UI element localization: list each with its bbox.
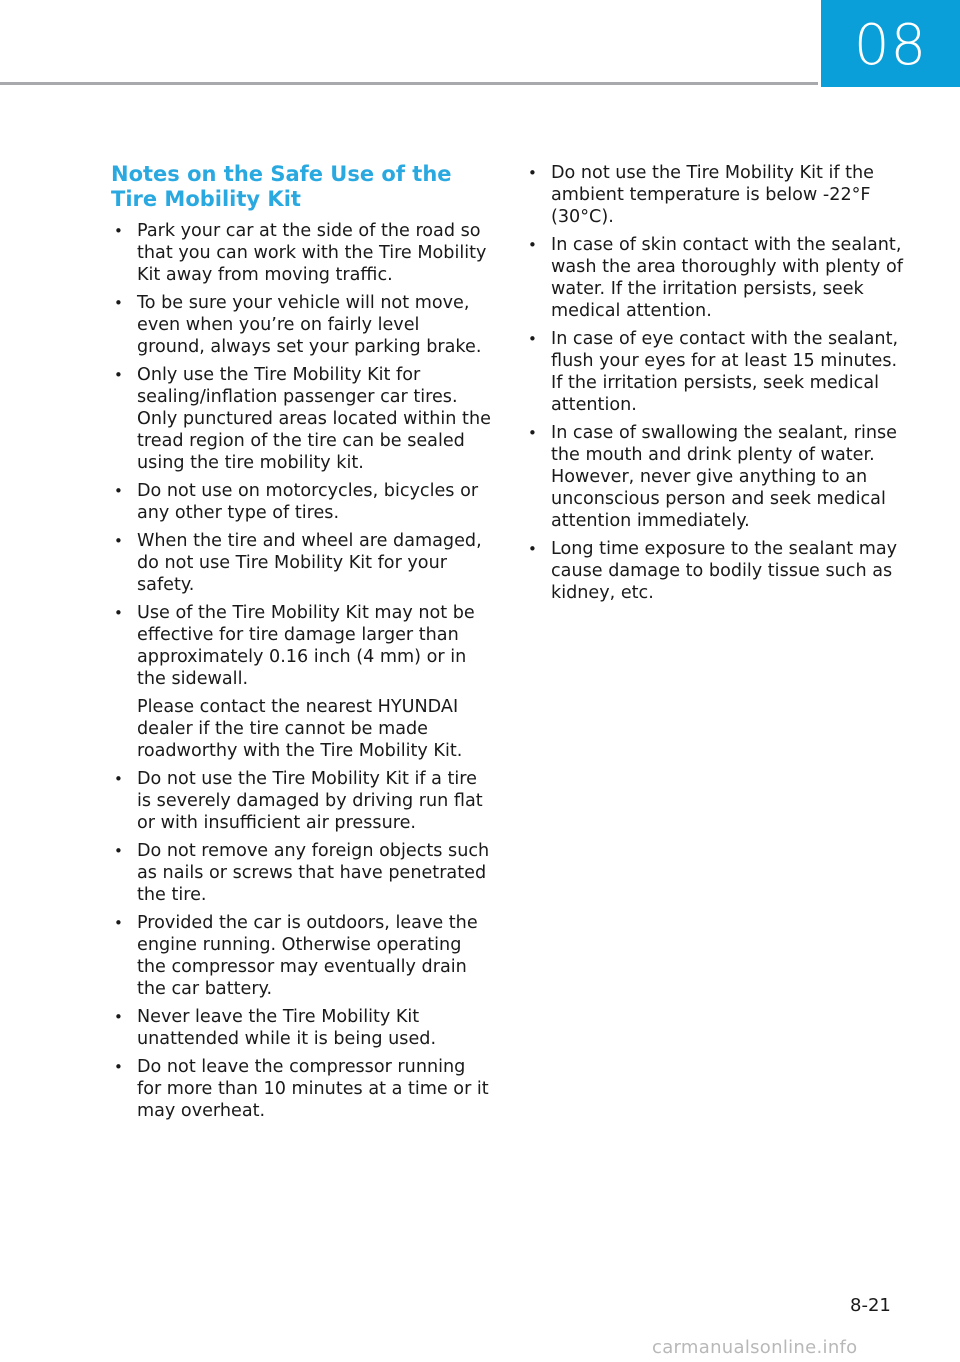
bullet-icon: •: [114, 366, 123, 384]
bullet-item: [111, 530, 491, 596]
bullet-text: Please contact the nearest HYUNDAI dealer if the tire cannot be made roadworthy with the Tire Mobility Kit.: [137, 697, 463, 761]
bullet-text: To be sure your vehicle will not move, even when you’re on fairly level ground, always set your parking brake.: [137, 293, 482, 357]
bullet-icon: •: [528, 540, 537, 558]
bullet-icon: •: [114, 770, 123, 788]
section-title: Notes on the Safe Use of the Tire Mobility Kit: [111, 162, 452, 211]
bullet-item: [111, 912, 491, 1000]
right-column: [525, 162, 903, 610]
header-rule: [0, 82, 818, 85]
bullet-item: [525, 538, 903, 604]
bullet-text: Provided the car is outdoors, leave the engine running. Otherwise operating the compressor may eventually drain the car battery.: [137, 913, 478, 999]
bullet-item: [111, 840, 491, 906]
bullet-text: In case of skin contact with the sealant, wash the area thoroughly with plenty of water. If the irritation persists, seek medical attention.: [551, 235, 903, 321]
bullet-icon: •: [528, 330, 537, 348]
bullet-item: [111, 364, 491, 474]
watermark: carmanualsonline.info: [652, 1337, 858, 1358]
bullet-text: Park your car at the side of the road so that you can work with the Tire Mobility Kit away from moving traffic.: [137, 221, 487, 285]
bullet-text: In case of eye contact with the sealant, flush your eyes for at least 15 minutes. If the irritation persists, seek medical attention.: [551, 329, 899, 415]
bullet-text: Use of the Tire Mobility Kit may not be effective for tire damage larger than approximately 0.16 inch (4 mm) or in the sidewall.: [137, 603, 475, 689]
bullet-icon: •: [114, 222, 123, 240]
bullet-item: [111, 1056, 491, 1122]
bullet-icon: •: [114, 1008, 123, 1026]
bullet-icon: •: [114, 842, 123, 860]
bullet-item: [525, 162, 903, 228]
bullet-icon: •: [114, 294, 123, 312]
bullet-text: Never leave the Tire Mobility Kit unattended while it is being used.: [137, 1007, 437, 1049]
bullet-icon: •: [528, 164, 537, 182]
bullet-item: [525, 328, 903, 416]
bullet-icon: •: [114, 604, 123, 622]
bullet-icon: •: [528, 424, 537, 442]
bullet-item: [111, 768, 491, 834]
bullet-icon: •: [114, 1058, 123, 1076]
bullet-text: Only use the Tire Mobility Kit for sealing/inflation passenger car tires. Only punctured areas located within the tread region of the tire can be sealed using the tire mobility kit.: [137, 365, 491, 473]
bullet-text: Do not leave the compressor running for more than 10 minutes at a time or it may overheat.: [137, 1057, 489, 1121]
bullet-text: Do not remove any foreign objects such as nails or screws that have penetrated the tire.: [137, 841, 490, 905]
bullet-item: [525, 234, 903, 322]
right-bullet-list: [525, 162, 903, 604]
bullet-item: [111, 602, 491, 762]
bullet-icon: •: [114, 914, 123, 932]
bullet-text: When the tire and wheel are damaged, do not use Tire Mobility Kit for your safety.: [137, 531, 482, 595]
bullet-icon: •: [528, 236, 537, 254]
bullet-text: Do not use the Tire Mobility Kit if a tire is severely damaged by driving run flat or with insufficient air pressure.: [137, 769, 483, 833]
bullet-item: [111, 292, 491, 358]
chapter-number: 08: [853, 12, 928, 78]
chapter-tab: [821, 0, 960, 87]
bullet-item: [525, 422, 903, 532]
bullet-text: Do not use the Tire Mobility Kit if the ambient temperature is below -22°F (30°C).: [551, 163, 875, 227]
page-number: 8-21: [850, 1295, 891, 1316]
bullet-text: In case of swallowing the sealant, rinse the mouth and drink plenty of water. However, never give anything to an unconscious person and seek medical attention immediately.: [551, 423, 897, 531]
bullet-item: [111, 1006, 491, 1050]
bullet-icon: •: [114, 532, 123, 550]
bullet-text: Long time exposure to the sealant may cause damage to bodily tissue such as kidney, etc.: [551, 539, 898, 603]
left-column: [111, 220, 491, 1128]
bullet-item: [111, 480, 491, 524]
bullet-icon: •: [114, 482, 123, 500]
bullet-item: [111, 220, 491, 286]
bullet-text: Do not use on motorcycles, bicycles or any other type of tires.: [137, 481, 479, 523]
left-bullet-list: [111, 220, 491, 1122]
